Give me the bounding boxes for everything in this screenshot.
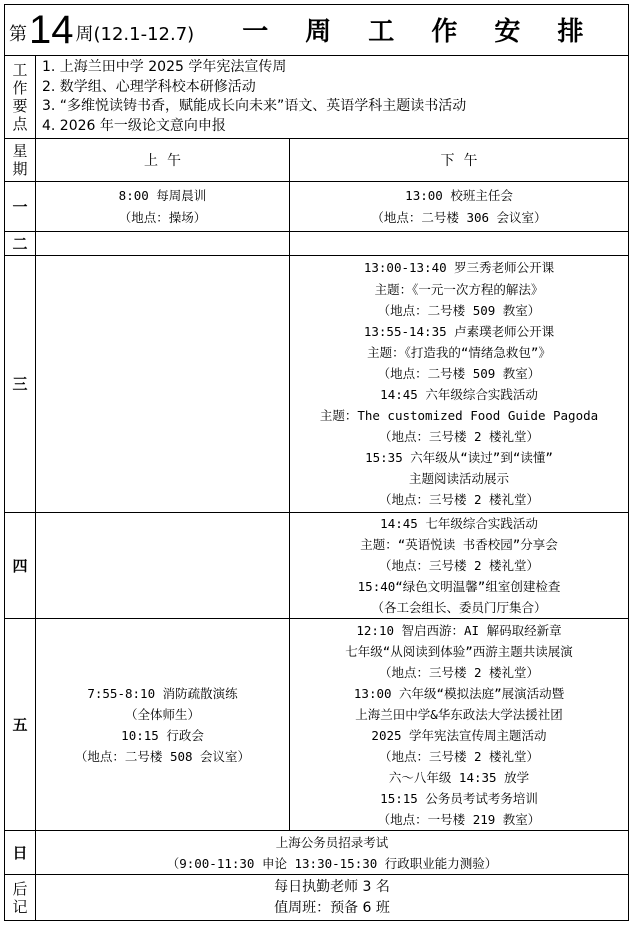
day-label-sun: 日 [5,831,36,875]
day-label-fri: 五 [5,619,36,831]
wednesday-afternoon: 13:00-13:40 罗三秀老师公开课 主题：《一元一次方程的解法》 （地点：二号楼 509 教室） 13:55-14:35 卢素璞老师公开课 主题：《打造我的“情绪急救包”》 （地点：二号楼 509 教室） 14:45 六年级综合实践活动 主题：The customized Food Guide Pagoda （地点：三号楼 2 楼礼堂） 15:35 六年级从“读过”到“读懂” 主题阅读活动展示 （地点：三号楼 2 楼礼堂） [290,256,629,513]
thursday-morning [36,513,290,619]
friday-morning: 7:55-8:10 消防疏散演练 （全体师生） 10:15 行政会 （地点：二号楼 508 会议室） [36,619,290,831]
key-point-item: 1. 上海兰田中学 2025 学年宪法宣传周 [42,59,287,75]
tuesday-morning [36,232,290,256]
monday-afternoon: 13:00 校班主任会 （地点：二号楼 306 会议室） [290,182,629,232]
weekly-schedule-table [4,4,629,921]
wednesday-morning [36,256,290,513]
morning-header: 上 午 [36,139,290,182]
notes-row [5,875,629,921]
key-point-item: 2. 数学组、心理学科校本研修活动 [42,78,256,95]
notes-label: 后 记 [5,875,36,921]
thursday-row [5,513,629,619]
afternoon-header: 下 午 [290,139,629,182]
page-title: 一 周 工 作 安 排 [242,17,598,47]
thursday-afternoon: 14:45 七年级综合实践活动 主题：“英语悦读 书香校园”分享会 （地点：三号楼 2 楼礼堂） 15:40“绿色文明温馨”组室创建检查 （各工会组长、委员门厅集合） [290,513,629,619]
key-points-label: 工 作 要 点 [5,56,36,139]
notes-content: 每日执勤老师 3 名 值周班：预备 6 班 [36,875,629,921]
week-range: 周(12.1-12.7) [75,24,195,45]
week-prefix: 第 [9,24,27,45]
tuesday-afternoon [290,232,629,256]
day-label-mon: 一 [5,182,36,232]
day-label-thu: 四 [5,513,36,619]
monday-morning: 8:00 每周晨训 （地点：操场） [36,182,290,232]
tuesday-row [5,232,629,256]
wednesday-row [5,256,629,513]
title-cell [5,5,629,56]
week-number: 14 [29,8,74,52]
day-label-tue: 二 [5,232,36,256]
weekday-column-label: 星 期 [5,139,36,182]
friday-row [5,619,629,831]
day-label-wed: 三 [5,256,36,513]
key-point-item: 3. “多维悦读铸书香，赋能成长向未来”语文、英语学科主题读书活动 [42,98,467,114]
friday-afternoon: 12:10 智启西游：AI 解码取经新章 七年级“从阅读到体验”西游主题共读展演 （地点：三号楼 2 楼礼堂） 13:00 六年级“模拟法庭”展演活动暨 上海兰田中学&华东政法大学法援社团 2025 学年宪法宣传周主题活动 （地点：三号楼 2 楼礼堂） 六～八年级 14:35 放学 15:15 公务员考试考务培训 （地点：一号楼 219 教室） [290,619,629,831]
key-points-row [5,56,629,139]
monday-row [5,182,629,232]
column-header-row [5,139,629,182]
title-row [5,5,629,56]
sunday-content: 上海公务员招录考试 （9:00-11:30 申论 13:30-15:30 行政职业能力测验） [36,831,629,875]
sunday-row [5,831,629,875]
key-points-list [36,56,629,139]
key-point-item: 4. 2026 年一级论文意向申报 [42,117,226,134]
